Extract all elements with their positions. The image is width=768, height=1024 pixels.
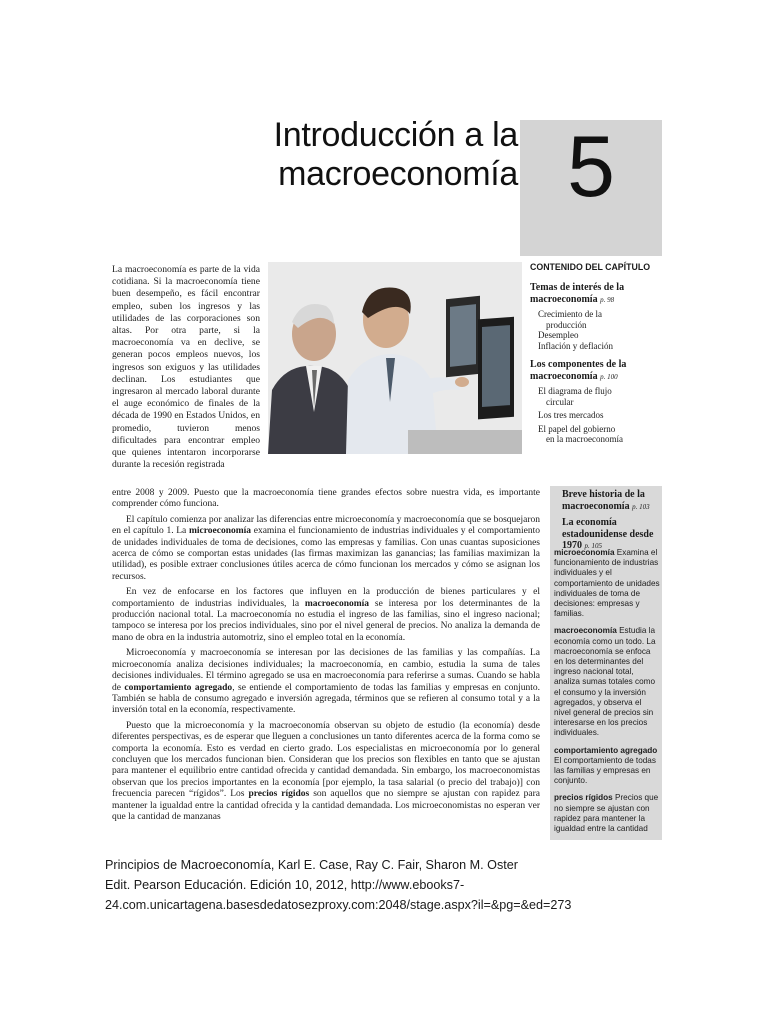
citation-line: Edit. Pearson Educación. Edición 10, 2012, http://www.ebooks7- — [105, 878, 465, 892]
glossary-entry — [554, 793, 660, 834]
glossary — [554, 548, 660, 840]
citation-line: 24.com.unicartagena.basesdedatosezproxy.com:2048/stage.aspx?il=&pg=&ed=273 — [105, 898, 572, 912]
key-term: microeconomía — [188, 526, 252, 537]
sidebar-contents — [562, 489, 662, 553]
contents-section-title: Los componentes de la macroeconomía — [530, 359, 627, 382]
chapter-title — [228, 116, 518, 194]
chapter-contents — [530, 262, 662, 445]
contents-page-ref: p. 105 — [584, 542, 602, 550]
glossary-entry — [554, 548, 660, 619]
body-text — [112, 488, 540, 840]
contents-section — [530, 282, 662, 306]
glossary-term: macroeconomía — [554, 626, 617, 636]
contents-section-title: Temas de interés de la macroeconomía — [530, 282, 625, 305]
chapter-photo — [268, 262, 522, 454]
body-paragraph: En vez de enfocarse en los factores que influyen en la producción de bienes particulares y el comportamiento de industrias individuales, la macroeconomía se interesa por los determinantes de la producción nacional total. La macroeconomía no estudia el ingreso de las familias, sino el ingreso nacional; tampoco se interesa por los precios individuales, sino por el nivel general de precios. No analiza la demanda de mano de obra en la industria automotriz, sino el empleo total en la economía. — [112, 587, 540, 643]
contents-section-title: La economía estadounidense desde 1970 — [562, 517, 654, 551]
contents-item: Crecimiento de la — [538, 309, 602, 319]
contents-item: circular — [546, 396, 574, 407]
contents-section — [562, 489, 662, 513]
intro-text: La macroeconomía es parte de la vida cotidiana. Si la macroeconomía tiene buen desempeño, es fácil encontrar empleo, suben los ingresos y las utilidades de las corporaciones son altas. Por otra parte, si la macroeconomía va en declive, se generan pocos empleos nuevos, los ingresos son exiguos y las utilidades declinan. Los estudiantes que ingresaron al mercado laboral durante el auge económico de finales de la década de 1990 en Estados Unidos, en promedio, tuvieron menos dificultades para encontrar empleo que quienes intentaron incorporarse durante la recesión registrada — [112, 264, 260, 471]
glossary-definition: Precios que no siempre se ajustan con rapidez para mantener la igualdad entre la cantidad — [554, 793, 659, 834]
contents-item: Inflación y deflación — [538, 340, 613, 351]
contents-item: El diagrama de flujo — [538, 386, 612, 396]
chapter-title-line1: Introducción a la — [273, 116, 518, 154]
contents-page-ref: p. 103 — [632, 502, 650, 511]
contents-page-ref: p. 98 — [600, 295, 615, 304]
contents-item: Los tres mercados — [538, 410, 604, 420]
body-paragraph: entre 2008 y 2009. Puesto que la macroeconomía tiene grandes efectos sobre nuestra vida, es importante comprender cómo funciona. — [112, 488, 540, 510]
contents-section — [530, 359, 662, 383]
glossary-definition: Estudia la economía como un todo. La macroeconomía se enfoca en los determinantes del ingreso nacional total, analiza sumas totales como el consumo y la inversión agregados, y observa el nivel general de precios sin interesarse en los precios individuales. — [554, 626, 656, 738]
contents-item: Desempleo — [538, 330, 579, 340]
contents-item: El papel del gobierno — [538, 423, 616, 434]
glossary-term: microeconomía — [554, 548, 615, 557]
source-citation — [105, 855, 725, 915]
contents-subsections — [538, 309, 662, 351]
contents-item: en la macroeconomía — [546, 434, 623, 444]
body-paragraph: Microeconomía y macroeconomía se interesan por las decisiones de las familias y las compañías. La microeconomía analiza decisiones individuales; la macroeconomía, en cambio, estudia la suma de tales decisiones individuales. El término agregado se usa en macroeconomía para referirse a sumas. Cuando se habla de comportamiento agregado, se entiende el comportamiento de todas las familias y empresas en conjunto. También se habla de consumo agregado e inversión agregada, términos que se refieren al consumo total y a la inversión total en la economía, respectivamente. — [112, 648, 540, 716]
glossary-entry — [554, 746, 660, 787]
glossary-term: precios rígidos — [554, 793, 613, 803]
body-paragraph: El capítulo comienza por analizar las diferencias entre microeconomía y macroeconomía que se bosquejaron en el capítulo 1. La microeconomía examina el funcionamiento de industrias individuales y el comportamiento de unidades individuales de toma de decisiones, como las empresas y familias. Con unas cuantas suposiciones acerca de cómo se comportan estas unidades (las firmas maximizan las ganancias; las familias maximizan la utilidad), es posible extraer conclusiones útiles acerca de cómo funcionan los mercados y cómo se asignan los recursos. — [112, 514, 540, 582]
key-term: macroeconomía — [304, 598, 370, 609]
key-term: precios rígidos — [248, 789, 310, 800]
glossary-definition: Examina el funcionamiento de industrias individuales y el comportamiento de unidades individuales de toma de decisiones: empresas y familias. — [554, 548, 660, 619]
key-term: comportamiento agregado — [124, 682, 233, 693]
chapter-title-line2: macroeconomía — [278, 155, 518, 193]
glossary-definition: El comportamiento de todas las familias y empresas en conjunto. — [554, 755, 656, 786]
contents-item: producción — [546, 319, 587, 330]
chapter-number: 5 — [567, 119, 615, 215]
citation-line: Principios de Macroeconomía, Karl E. Case, Ray C. Fair, Sharon M. Oster — [105, 858, 518, 872]
glossary-entry — [554, 626, 660, 738]
contents-section-title: Breve historia de la macroeconomía — [562, 489, 645, 512]
contents-heading: CONTENIDO DEL CAPÍTULO — [530, 262, 651, 272]
contents-page-ref: p. 100 — [600, 372, 618, 381]
glossary-term: comportamiento agregado — [554, 745, 658, 755]
body-paragraph: Puesto que la microeconomía y la macroeconomía observan su objeto de estudio (la economía) desde diferentes perspectivas, es de esperar que lleguen a conclusiones un tanto diferentes acerca de la forma como se comporta la economía. Esto es verdad en cierto grado. Los especialistas en microeconomía por lo general concluyen que los mercados funcionan bien. Consideran que los precios son flexibles en tanto que se ajustan para mantener el equilibrio entre cantidad ofrecida y cantidad demandada. Sin embargo, los macroeconomistas observan que los precios importantes en la economía [por ejemplo, la tasa salarial (o precio del trabajo)] con frecuencia parecen “rígidos”. Los precios rígidos son aquellos que no siempre se ajustan con rapidez para mantener la igualdad entre la cantidad ofrecida y la cantidad demandada. Los microeconomistas no esperan ver que la cantidad de manzanas — [112, 720, 540, 822]
contents-subsections — [538, 386, 662, 445]
